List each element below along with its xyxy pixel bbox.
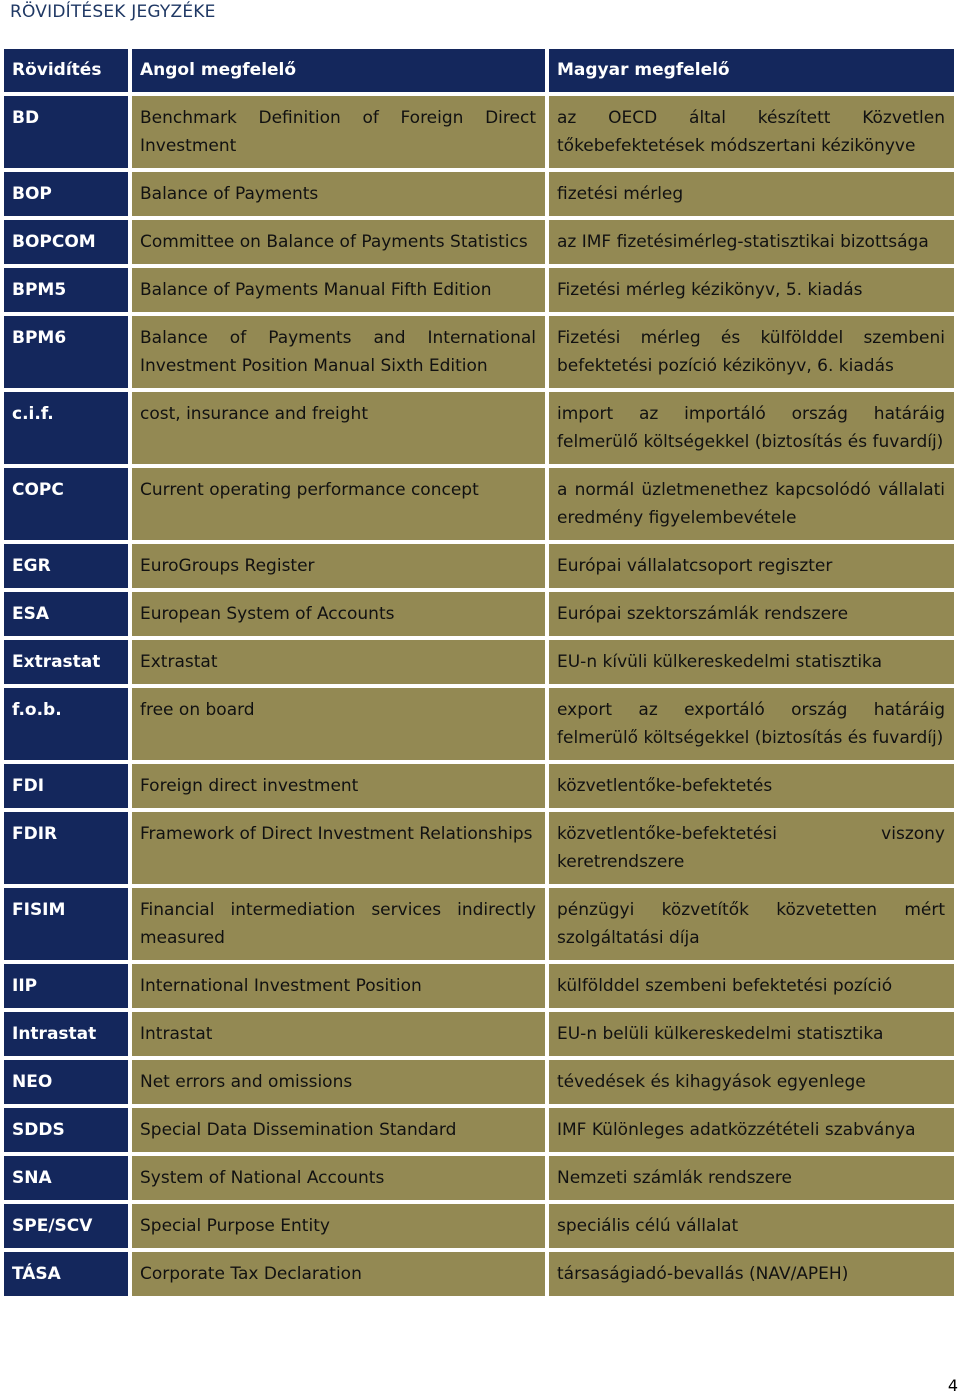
english-cell: Net errors and omissions (132, 1060, 545, 1104)
table-row (4, 964, 954, 1008)
english-cell: International Investment Position (132, 964, 545, 1008)
abbreviation-cell: SDDS (4, 1108, 128, 1152)
english-cell: cost, insurance and freight (132, 392, 545, 464)
abbreviation-cell: Intrastat (4, 1012, 128, 1056)
english-cell: Current operating performance concept (132, 468, 545, 540)
english-cell: Committee on Balance of Payments Statistics (132, 220, 545, 264)
table-row (4, 220, 954, 264)
table-row (4, 392, 954, 464)
page-number: 4 (947, 1376, 958, 1395)
abbreviation-cell: COPC (4, 468, 128, 540)
hungarian-cell: a normál üzletmenethez kapcsolódó vállalati eredmény figyelembevétele (549, 468, 954, 540)
hungarian-cell: tévedések és kihagyások egyenlege (549, 1060, 954, 1104)
abbreviation-cell: BPM6 (4, 316, 128, 388)
abbreviation-cell: SNA (4, 1156, 128, 1200)
table-row (4, 888, 954, 960)
english-cell: System of National Accounts (132, 1156, 545, 1200)
table-row (4, 592, 954, 636)
table-row (4, 764, 954, 808)
abbreviation-cell: FDI (4, 764, 128, 808)
header-english: Angol megfelelő (132, 49, 545, 92)
table-row (4, 1156, 954, 1200)
english-cell: Special Purpose Entity (132, 1204, 545, 1248)
abbreviation-cell: c.i.f. (4, 392, 128, 464)
hungarian-cell: speciális célú vállalat (549, 1204, 954, 1248)
table-row (4, 96, 954, 168)
header-hungarian: Magyar megfelelő (549, 49, 954, 92)
table-row (4, 1108, 954, 1152)
hungarian-cell: Európai vállalatcsoport regiszter (549, 544, 954, 588)
table-row (4, 1060, 954, 1104)
hungarian-cell: Fizetési mérleg kézikönyv, 5. kiadás (549, 268, 954, 312)
abbreviation-cell: BOP (4, 172, 128, 216)
table-row (4, 1012, 954, 1056)
table-row (4, 316, 954, 388)
english-cell: Foreign direct investment (132, 764, 545, 808)
hungarian-cell: export az exportáló ország határáig felmerülő költségekkel (biztosítás és fuvardíj) (549, 688, 954, 760)
hungarian-cell: társaságiadó-bevallás (NAV/APEH) (549, 1252, 954, 1296)
english-cell: Corporate Tax Declaration (132, 1252, 545, 1296)
english-cell: free on board (132, 688, 545, 760)
english-cell: Benchmark Definition of Foreign Direct Investment (132, 96, 545, 168)
english-cell: Special Data Dissemination Standard (132, 1108, 545, 1152)
hungarian-cell: az IMF fizetésimérleg-statisztikai bizottsága (549, 220, 954, 264)
table-row (4, 640, 954, 684)
hungarian-cell: IMF Különleges adatközzétételi szabványa (549, 1108, 954, 1152)
abbreviations-table (4, 49, 954, 1300)
hungarian-cell: EU-n kívüli külkereskedelmi statisztika (549, 640, 954, 684)
english-cell: Balance of Payments and International Investment Position Manual Sixth Edition (132, 316, 545, 388)
table-header-row (4, 49, 954, 92)
table-row (4, 688, 954, 760)
abbreviation-cell: EGR (4, 544, 128, 588)
hungarian-cell: külfölddel szembeni befektetési pozíció (549, 964, 954, 1008)
hungarian-cell: Nemzeti számlák rendszere (549, 1156, 954, 1200)
table-row (4, 268, 954, 312)
hungarian-cell: pénzügyi közvetítők közvetetten mért szolgáltatási díja (549, 888, 954, 960)
table-row (4, 1204, 954, 1248)
hungarian-cell: import az importáló ország határáig felmerülő költségekkel (biztosítás és fuvardíj) (549, 392, 954, 464)
table-row (4, 1252, 954, 1296)
english-cell: Financial intermediation services indirectly measured (132, 888, 545, 960)
abbreviation-cell: Extrastat (4, 640, 128, 684)
table-row (4, 812, 954, 884)
abbreviation-cell: FDIR (4, 812, 128, 884)
hungarian-cell: fizetési mérleg (549, 172, 954, 216)
english-cell: Balance of Payments (132, 172, 545, 216)
hungarian-cell: közvetlentőke-befektetés (549, 764, 954, 808)
english-cell: Framework of Direct Investment Relationships (132, 812, 545, 884)
abbreviation-cell: FISIM (4, 888, 128, 960)
abbreviation-cell: IIP (4, 964, 128, 1008)
abbreviation-cell: NEO (4, 1060, 128, 1104)
abbreviation-cell: TÁSA (4, 1252, 128, 1296)
hungarian-cell: közvetlentőke-befektetési viszony keretrendszere (549, 812, 954, 884)
hungarian-cell: Európai szektorszámlák rendszere (549, 592, 954, 636)
abbreviation-cell: BOPCOM (4, 220, 128, 264)
document-title: RÖVIDÍTÉSEK JEGYZÉKE (10, 2, 216, 22)
english-cell: European System of Accounts (132, 592, 545, 636)
hungarian-cell: EU-n belüli külkereskedelmi statisztika (549, 1012, 954, 1056)
english-cell: EuroGroups Register (132, 544, 545, 588)
abbreviation-cell: ESA (4, 592, 128, 636)
table-row (4, 172, 954, 216)
english-cell: Balance of Payments Manual Fifth Edition (132, 268, 545, 312)
table-row (4, 468, 954, 540)
header-abbreviation: Rövidítés (4, 49, 128, 92)
abbreviation-cell: SPE/SCV (4, 1204, 128, 1248)
abbreviation-cell: f.o.b. (4, 688, 128, 760)
abbreviation-cell: BD (4, 96, 128, 168)
table-row (4, 544, 954, 588)
hungarian-cell: Fizetési mérleg és külfölddel szembeni befektetési pozíció kézikönyv, 6. kiadás (549, 316, 954, 388)
hungarian-cell: az OECD által készített Közvetlen tőkebefektetések módszertani kézikönyve (549, 96, 954, 168)
abbreviation-cell: BPM5 (4, 268, 128, 312)
english-cell: Extrastat (132, 640, 545, 684)
english-cell: Intrastat (132, 1012, 545, 1056)
